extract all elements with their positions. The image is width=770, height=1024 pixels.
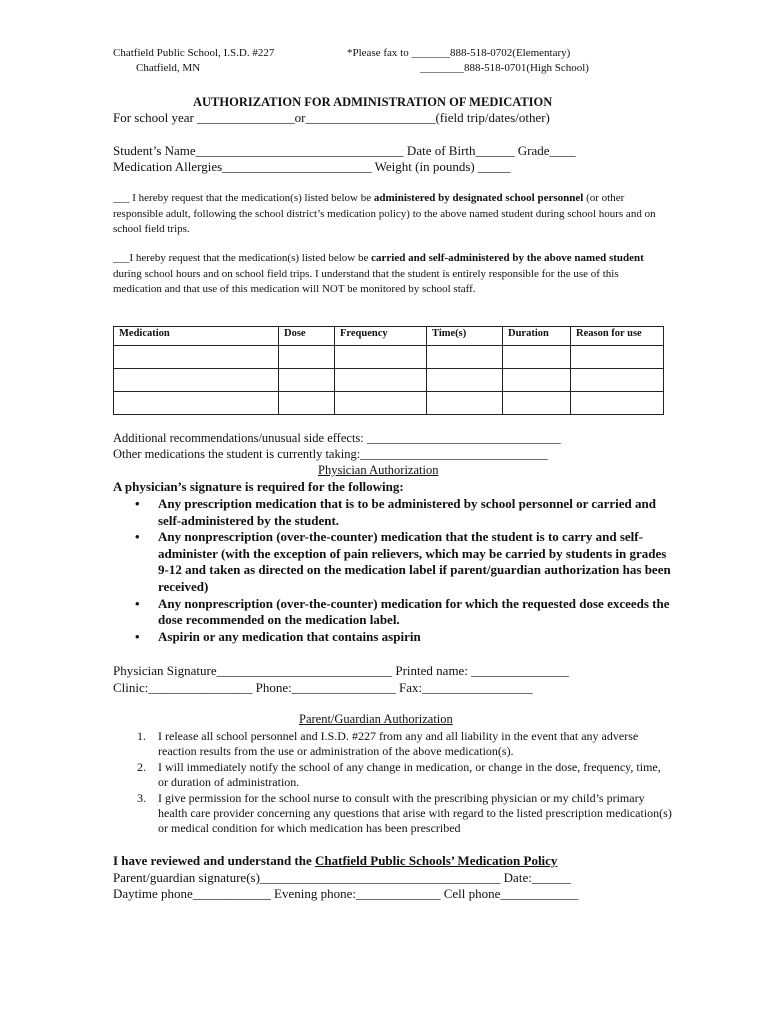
list-item: • Any nonprescription (over-the-counter) medication that the student is to carry and self-administer (with the exception of pain relievers, which may be carried by students in grades 9-12 and taken as directed on the medication label if parent/guardian authorization has been received) <box>135 529 671 594</box>
fax-high-school: ________888-518-0701(High School) <box>420 62 589 74</box>
col-times: Time(s) <box>427 327 503 346</box>
physician-heading: Physician Authorization <box>318 463 439 477</box>
physician-required-text: A physician’s signature is required for the following: <box>113 479 404 494</box>
option1-text: ___ I hereby request that the medication(s) listed below be <box>113 192 374 204</box>
table-cell[interactable] <box>427 369 503 392</box>
table-cell[interactable] <box>427 392 503 415</box>
col-dose: Dose <box>279 327 335 346</box>
table-cell[interactable] <box>571 346 664 369</box>
clinic-contact-field[interactable]: Clinic:________________ Phone:________________ Fax:_________________ <box>113 680 533 695</box>
list-item: 3. I give permission for the school nurse to consult with the prescribing physician or my child’s primary health care provider concerning any questions that arise with regard to the listed prescription medication(s) or medical condition for which medication has been prescribed <box>137 790 672 836</box>
list-item: • Any prescription medication that is to be administered by school personnel or carried and self-administered by the student. <box>135 496 656 528</box>
side-effects-field[interactable]: Additional recommendations/unusual side effects: _______________________________ <box>113 431 561 445</box>
parent-signature-field[interactable]: Parent/guardian signature(s)_____________________________________ Date:______ <box>113 870 571 885</box>
table-cell[interactable] <box>335 369 427 392</box>
col-reason: Reason for use <box>571 327 664 346</box>
list-item: 2. I will immediately notify the school of any change in medication, or change in the dose, frequency, time, or duration of administration. <box>137 759 661 790</box>
table-row[interactable] <box>114 346 664 369</box>
table-cell[interactable] <box>279 392 335 415</box>
table-cell[interactable] <box>571 392 664 415</box>
table-cell[interactable] <box>279 369 335 392</box>
bullet-icon: • <box>135 529 140 545</box>
list-item: 1. I release all school personnel and I.S.D. #227 from any and all liability in the event that any adverse reaction results from the use or administration of the above medication(s). <box>137 729 639 759</box>
other-medications-field[interactable]: Other medications the student is currently taking:______________________________ <box>113 447 548 461</box>
table-cell[interactable] <box>503 392 571 415</box>
school-name: Chatfield Public School, I.S.D. #227 <box>113 47 275 59</box>
physician-requirements-list <box>113 496 673 645</box>
parent-heading: Parent/Guardian Authorization <box>299 712 453 726</box>
table-cell[interactable] <box>427 346 503 369</box>
form-title: AUTHORIZATION FOR ADMINISTRATION OF MEDICATION <box>193 95 553 109</box>
option2-rest: during school hours and on school field trips. I understand that the student is entirely responsible for the use of this medication and that use of this medication will NOT be monitored by school staff. <box>113 267 619 295</box>
allergies-field[interactable]: Medication Allergies_______________________ Weight (in pounds) _____ <box>113 159 511 174</box>
physician-signature-field[interactable]: Physician Signature___________________________ Printed name: _______________ <box>113 663 569 678</box>
option-self-administered[interactable] <box>113 251 658 298</box>
bullet-icon: • <box>135 628 140 644</box>
parent-phone-fields[interactable]: Daytime phone____________ Evening phone:_____________ Cell phone____________ <box>113 886 579 901</box>
table-row[interactable] <box>114 369 664 392</box>
option1-rest: (or other responsible adult, following the school district’s medication policy) to the above named student during school hours and on school field trips. <box>113 192 656 235</box>
table-cell[interactable] <box>114 346 279 369</box>
table-cell[interactable] <box>335 346 427 369</box>
policy-link[interactable]: Chatfield Public Schools’ Medication Policy <box>315 853 558 868</box>
policy-review-statement: I have reviewed and understand the Chatfield Public Schools’ Medication Policy <box>113 853 558 868</box>
option1-bold: administered by designated school personnel <box>373 192 584 204</box>
table-cell[interactable] <box>114 369 279 392</box>
list-item: • Aspirin or any medication that contains aspirin <box>135 628 421 644</box>
table-row[interactable] <box>114 392 664 415</box>
list-item: • Any nonprescription (over-the-counter) medication for which the requested dose exceeds the dose recommended on the medication label. <box>135 595 670 628</box>
fax-elementary: *Please fax to _______888-518-0702(Elementary) <box>347 47 571 59</box>
school-city: Chatfield, MN <box>136 62 201 74</box>
parent-terms-list <box>113 729 673 837</box>
col-duration: Duration <box>503 327 571 346</box>
student-name-field[interactable]: Student’s Name________________________________ Date of Birth______ Grade____ <box>113 143 576 158</box>
col-frequency: Frequency <box>335 327 427 346</box>
table-header-row <box>114 327 664 346</box>
option2-text: ___I hereby request that the medication(s) listed below be <box>113 252 372 264</box>
option2-bold: carried and self-administered by the above named student <box>371 252 644 264</box>
table-cell[interactable] <box>279 346 335 369</box>
table-cell[interactable] <box>114 392 279 415</box>
col-medication: Medication <box>114 327 279 346</box>
bullet-icon: • <box>135 595 140 611</box>
table-cell[interactable] <box>503 369 571 392</box>
medication-table <box>113 326 664 415</box>
table-cell[interactable] <box>571 369 664 392</box>
option-administered-by-personnel[interactable] <box>113 191 658 238</box>
bullet-icon: • <box>135 496 140 511</box>
table-cell[interactable] <box>335 392 427 415</box>
table-cell[interactable] <box>503 346 571 369</box>
school-year-field[interactable]: For school year _______________or____________________(field trip/dates/other) <box>113 110 550 125</box>
